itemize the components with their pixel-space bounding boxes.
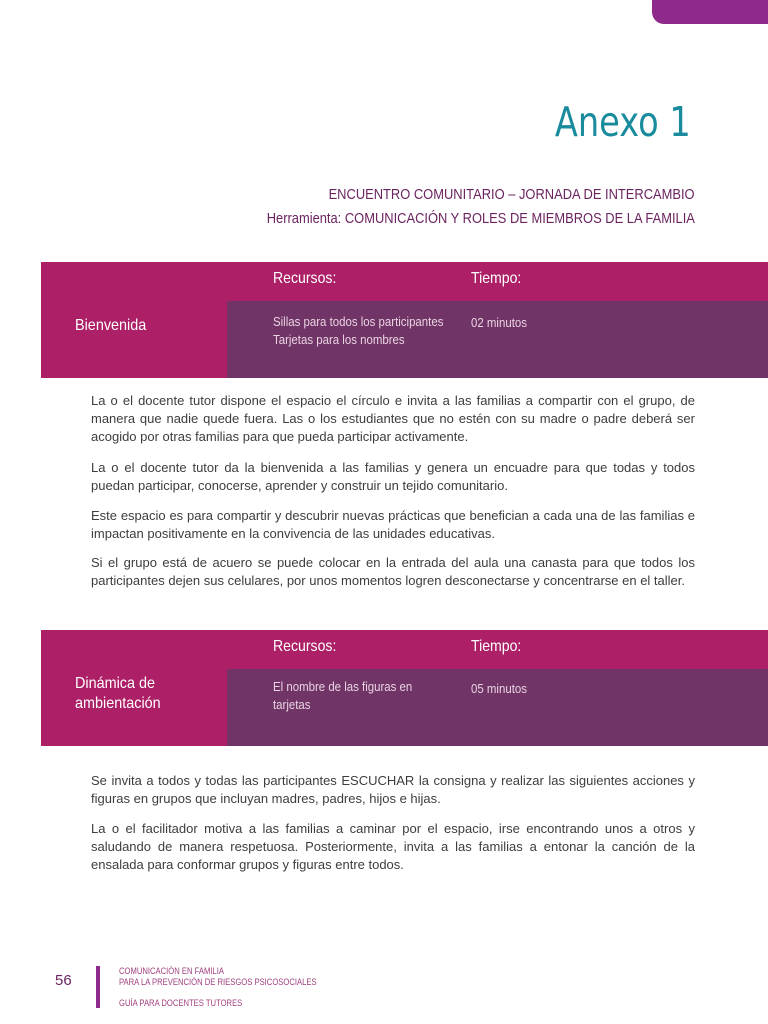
time-header: Tiempo: xyxy=(471,270,522,287)
activity-duration: 05 minutos xyxy=(471,681,527,696)
corner-tab-decoration xyxy=(652,0,768,24)
resources-header: Recursos: xyxy=(273,638,337,655)
page-number: 56 xyxy=(55,972,72,989)
time-header: Tiempo: xyxy=(471,638,522,655)
activity-table-dinamica xyxy=(41,630,768,746)
resource-item: Sillas para todos los participantes xyxy=(273,314,444,329)
footer-series-subtitle: PARA LA PREVENCIÓN DE RIESGOS PSICOSOCIALES xyxy=(119,977,317,987)
footer-guide-title: GUÍA PARA DOCENTES TUTORES xyxy=(119,998,243,1008)
table-header-bar xyxy=(41,630,768,669)
footer-divider xyxy=(96,966,100,1008)
body-paragraph: Este espacio es para compartir y descubrir nuevas prácticas que benefician a cada una de las familias e impactan positivamente en la convivencia de las unidades educativas. xyxy=(91,508,695,541)
activity-label-cell xyxy=(41,301,227,378)
body-paragraph: La o el facilitador motiva a las familias a caminar por el espacio, irse encontrando unos a otros y saludando de manera respetuosa. Posteriormente, invita a las familias a entonar la canción de la ensalada para conformar grupos y figuras entre todos. xyxy=(91,821,695,872)
table-header-bar xyxy=(41,262,768,301)
activity-name-line2: ambientación xyxy=(75,695,161,712)
body-paragraph: La o el docente tutor da la bienvenida a las familias y genera un encuadre para que todas y todos puedan participar, conocerse, aprender y construir un tejido comunitario. xyxy=(91,460,695,493)
body-paragraph: Se invita a todos y todas las participantes ESCUCHAR la consigna y realizar las siguientes acciones y figuras en grupos que incluyan madres, padres, hijos e hijas. xyxy=(91,773,695,806)
subtitle-event: ENCUENTRO COMUNITARIO – JORNADA DE INTERCAMBIO xyxy=(328,186,695,203)
activity-table-bienvenida xyxy=(41,262,768,378)
subtitle-tool: Herramienta: COMUNICACIÓN Y ROLES DE MIEMBROS DE LA FAMILIA xyxy=(266,210,695,227)
resource-item: El nombre de las figuras en xyxy=(273,679,413,694)
page-title: Anexo 1 xyxy=(555,98,691,146)
body-paragraph: La o el docente tutor dispone el espacio el círculo e invita a las familias a compartir con el grupo, de manera que nadie quede fuera. Las o los estudiantes que no estén con su madre o padre deberá ser acogido por otras familias para que pueda participar activamente. xyxy=(91,393,695,444)
body-paragraph: Si el grupo está de acuero se puede colocar en la entrada del aula una canasta para que todos los participantes dejen sus celulares, por unos momentos logren desconectarse y concentrarse en el taller. xyxy=(91,555,695,588)
resource-item: tarjetas xyxy=(273,697,311,712)
footer-series-title: COMUNICACIÓN EN FAMILIA xyxy=(119,966,224,976)
activity-duration: 02 minutos xyxy=(471,315,527,330)
activity-name: Bienvenida xyxy=(75,317,147,334)
resource-item: Tarjetas para los nombres xyxy=(273,332,405,347)
activity-name-line1: Dinámica de xyxy=(75,675,156,692)
resources-header: Recursos: xyxy=(273,270,337,287)
